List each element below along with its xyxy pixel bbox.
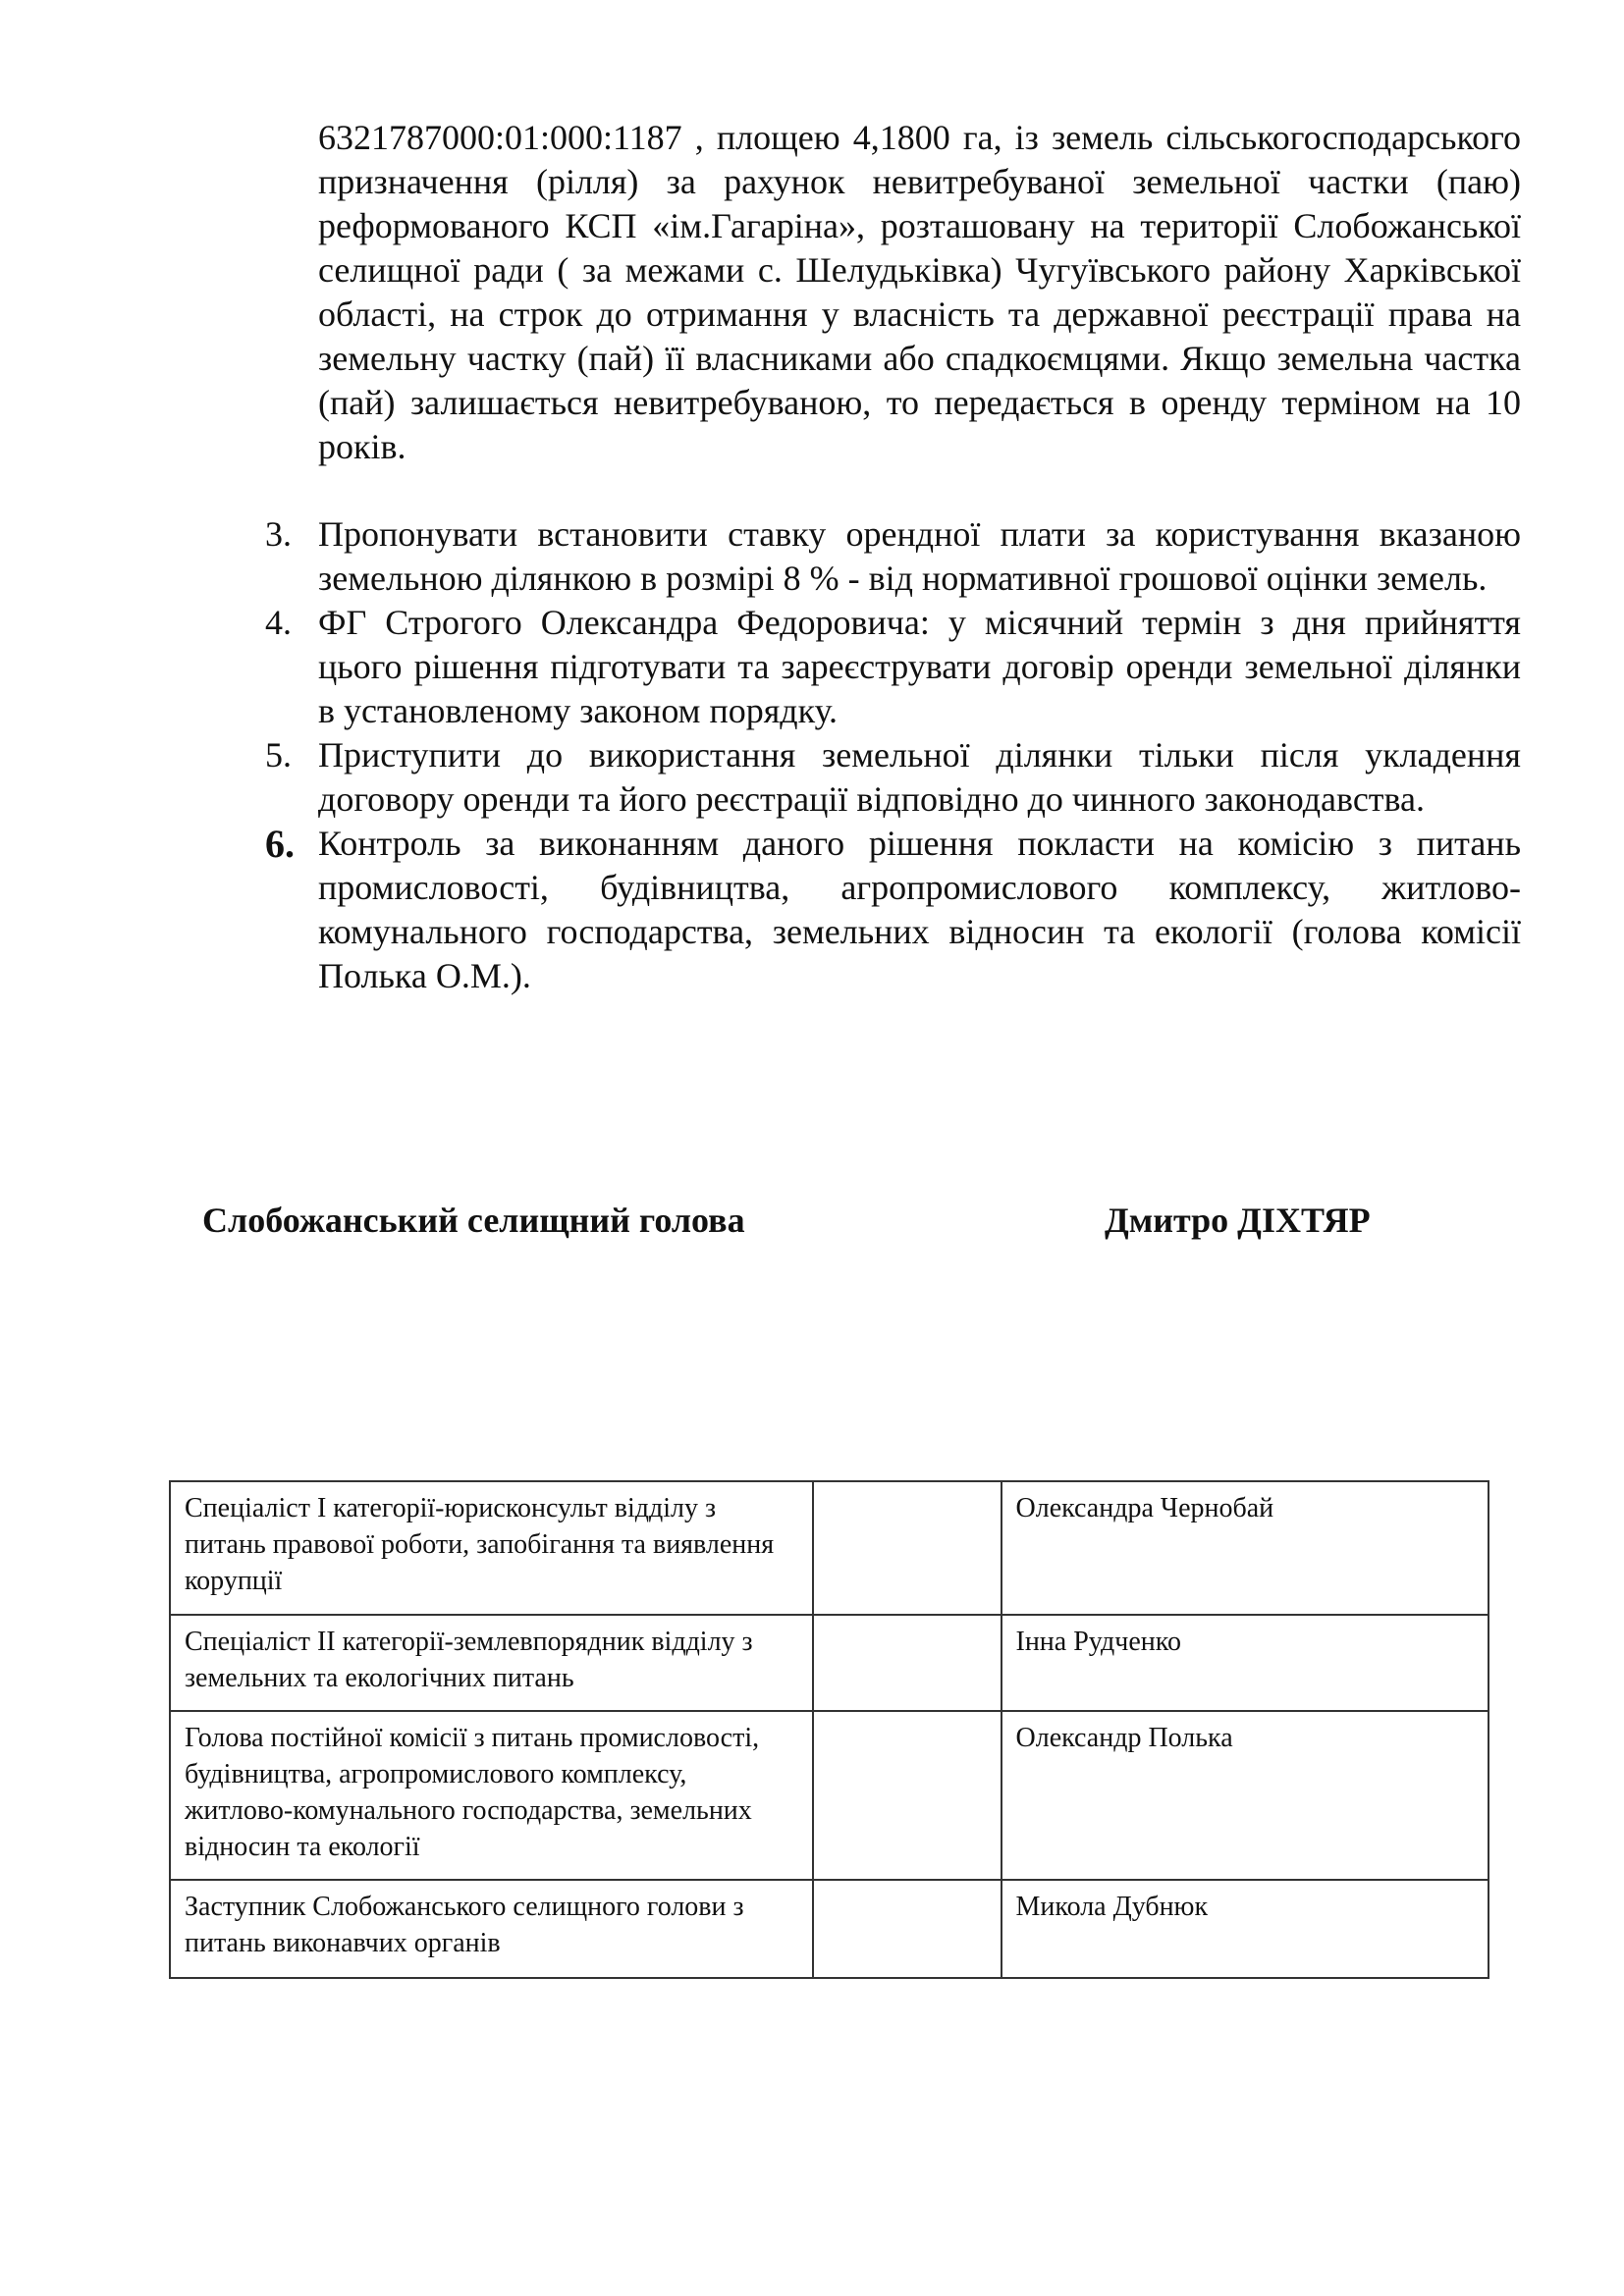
decision-items-list bbox=[265, 512, 1521, 998]
approver-signature bbox=[813, 1615, 1001, 1711]
table-row bbox=[170, 1615, 1489, 1711]
item-number: 4. bbox=[265, 603, 292, 642]
list-item bbox=[265, 512, 1521, 601]
signatory-name: Дмитро ДІХТЯР bbox=[1105, 1201, 1371, 1240]
intro-paragraph: 6321787000:01:000:1187 , площею 4,1800 га, із земель сільськогосподарського призначення (рілля) за рахунок невитребуваної земельної частки (паю) реформованого КСП «ім.Гагаріна», розташовану на території Слобожанської селищної ради ( за межами с. Шелудьківка) Чугуївського району Харківської області, на строк до отримання у власність та державної реєстрації права на земельну частку (пай) її власниками або спадкоємцями. Якщо земельна частка (пай) залишається невитребуваною, то передається в оренду терміном на 10 років. bbox=[318, 118, 1521, 466]
item-number: 6. bbox=[265, 822, 295, 866]
list-item bbox=[265, 822, 1521, 998]
approver-position: Голова постійної комісії з питань промисловості, будівництва, агропромислового комплексу, житлово-комунального господарства, земельних відносин та екології bbox=[170, 1711, 813, 1880]
signatory-position: Слобожанський селищний голова bbox=[202, 1201, 745, 1240]
approver-position: Заступник Слобожанського селищного голови з питань виконавчих органів bbox=[170, 1880, 813, 1978]
approver-name: Інна Рудченко bbox=[1001, 1615, 1489, 1711]
item-text: Пропонувати встановити ставку орендної плати за користування вказаною земельною ділянкою в розмірі 8 % - від нормативної грошової оцінки земель. bbox=[318, 514, 1521, 598]
list-item bbox=[265, 601, 1521, 733]
item-text: Контроль за виконанням даного рішення покласти на комісію з питань промисловості, будівництва, агропромислового комплексу, житлово-комунального господарства, земельних відносин та екології (голова комісії Полька О.М.). bbox=[318, 824, 1521, 995]
item-text: Приступити до використання земельної ділянки тільки після укладення договору оренди та його реєстрації відповідно до чинного законодавства. bbox=[318, 735, 1521, 819]
approver-signature bbox=[813, 1711, 1001, 1880]
approver-signature bbox=[813, 1481, 1001, 1615]
approver-position: Спеціаліст II категорії-землевпорядник відділу з земельних та екологічних питань bbox=[170, 1615, 813, 1711]
approver-name: Олександра Чернобай bbox=[1001, 1481, 1489, 1615]
approvals-table bbox=[169, 1480, 1489, 1979]
item-number: 5. bbox=[265, 735, 292, 774]
table-row bbox=[170, 1711, 1489, 1880]
item-text: ФГ Строгого Олександра Федоровича: у місячний термін з дня прийняття цього рішення підготувати та зареєструвати договір оренди земельної ділянки в установленому законом порядку. bbox=[318, 603, 1521, 730]
list-item bbox=[265, 733, 1521, 822]
item-number: 3. bbox=[265, 514, 292, 554]
approver-name: Микола Дубнюк bbox=[1001, 1880, 1489, 1978]
table-row bbox=[170, 1880, 1489, 1978]
approver-position: Спеціаліст I категорії-юрисконсульт відділу з питань правової роботи, запобігання та виявлення корупції bbox=[170, 1481, 813, 1615]
approver-signature bbox=[813, 1880, 1001, 1978]
table-row bbox=[170, 1481, 1489, 1615]
approver-name: Олександр Полька bbox=[1001, 1711, 1489, 1880]
